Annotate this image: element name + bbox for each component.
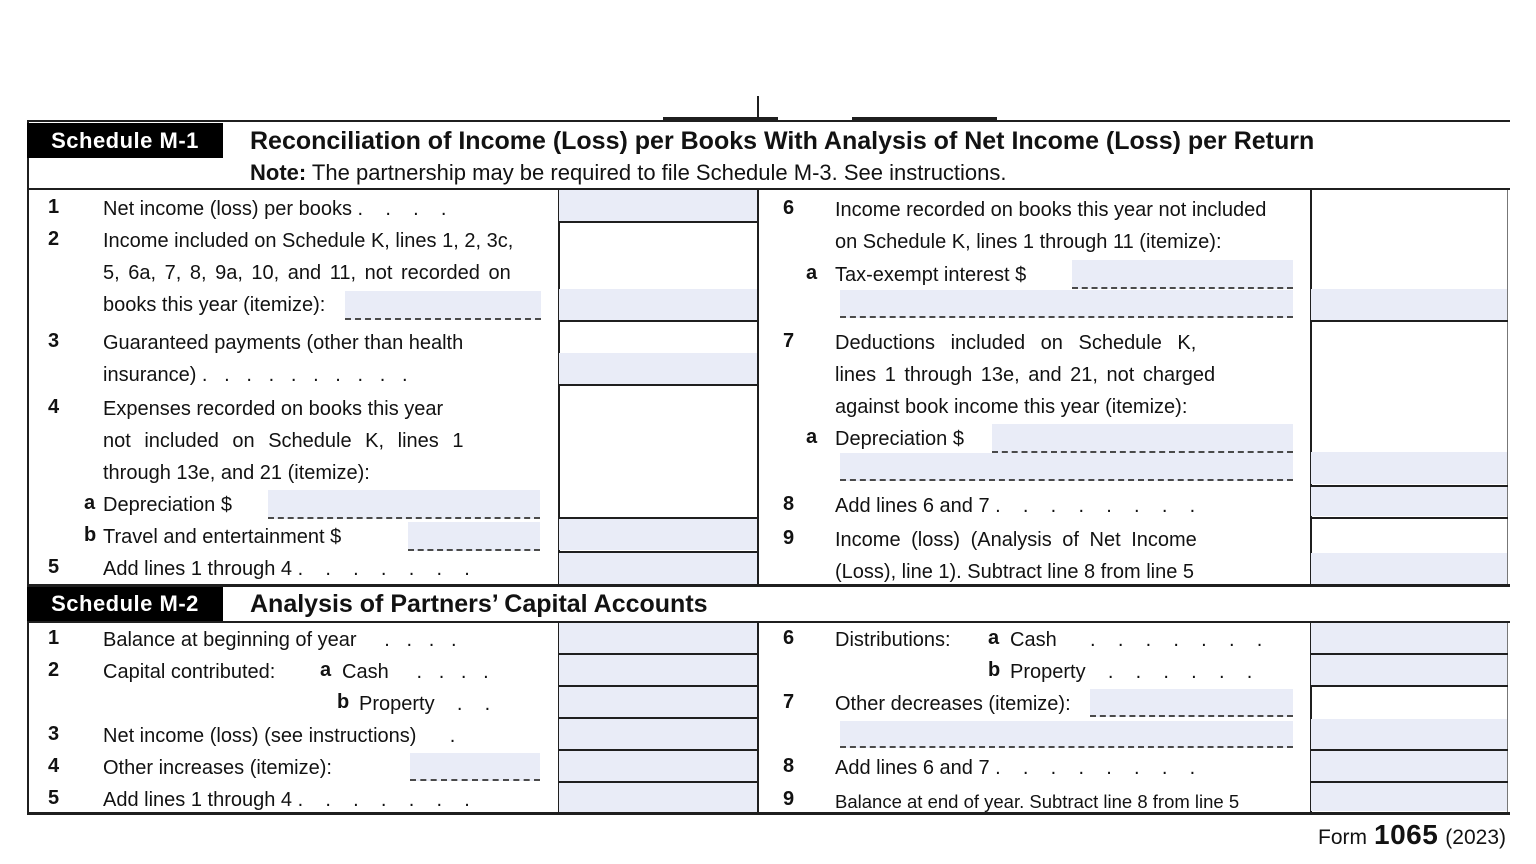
m1-line7a-depreciation-field[interactable] bbox=[992, 424, 1293, 453]
m1-line4-label-3: through 13e, and 21 (itemize): bbox=[103, 462, 370, 484]
m1-line3-label-1: Guaranteed payments (other than health bbox=[103, 332, 464, 354]
m1-line9-amount-field[interactable] bbox=[1311, 553, 1507, 584]
m2-line2-number: 2 bbox=[48, 659, 60, 681]
m1-line8-label: Add lines 6 and 7 . . . . . . . . bbox=[835, 495, 1196, 517]
m2-header-bottom-rule bbox=[27, 621, 1510, 623]
m2-line1-label: Balance at beginning of year . . . . bbox=[103, 629, 457, 651]
m1-line2-amount-field[interactable] bbox=[559, 289, 757, 320]
m2-line2a-letter: a bbox=[320, 659, 332, 681]
m2-line5-label: Add lines 1 through 4 . . . . . . . bbox=[103, 789, 470, 811]
m1-line9-label-1: Income (loss) (Analysis of Net Income bbox=[835, 529, 1197, 551]
m2-line8-label: Add lines 6 and 7 . . . . . . . . bbox=[835, 757, 1196, 779]
m1-line4b-travel-field[interactable] bbox=[408, 522, 540, 551]
m1-line6-itemize-field[interactable] bbox=[840, 290, 1293, 318]
prev-section-divider-stub bbox=[757, 96, 759, 121]
m1-line9-number: 9 bbox=[783, 527, 795, 549]
m2-line1-number: 1 bbox=[48, 627, 60, 649]
m1-line3-amount-field[interactable] bbox=[559, 353, 757, 384]
m1-line4a-label: Depreciation $ bbox=[103, 494, 232, 516]
form-left-border bbox=[27, 120, 29, 815]
m2-line7-amount-field[interactable] bbox=[1311, 719, 1507, 749]
m2-line1-amount-field[interactable] bbox=[559, 623, 757, 653]
m1-line7-label-2: lines 1 through 13e, and 21, not charged bbox=[835, 364, 1216, 386]
m1-line4-number: 4 bbox=[48, 396, 60, 418]
m1-line4-label-1: Expenses recorded on books this year bbox=[103, 398, 444, 420]
m1-line7a-letter: a bbox=[806, 426, 818, 448]
m1-line2-label-2: 5, 6a, 7, 8, 9a, 10, and 11, not recorded on bbox=[103, 262, 511, 284]
m1-line7-itemize-field[interactable] bbox=[840, 453, 1293, 481]
m1-line6a-letter: a bbox=[806, 262, 818, 284]
schedule-m1-note-label: Note: bbox=[250, 160, 307, 185]
m2-line6-number: 6 bbox=[783, 627, 795, 649]
m1-line2-label-3: books this year (itemize): bbox=[103, 294, 326, 316]
schedule-m1-note bbox=[250, 160, 1007, 186]
schedule-m1-box-label: Schedule M-1 bbox=[51, 127, 199, 153]
schedule-m2-box-label: Schedule M-2 bbox=[51, 591, 199, 616]
m2-line4-label: Other increases (itemize): bbox=[103, 757, 332, 779]
m1-right-rule-3 bbox=[1310, 517, 1508, 519]
m1-line2-label-1: Income included on Schedule K, lines 1, 2, 3c, bbox=[103, 230, 514, 252]
m2-line7-label: Other decreases (itemize): bbox=[835, 693, 1071, 715]
m2-line8-number: 8 bbox=[783, 755, 795, 777]
m2-line9-label: Balance at end of year. Subtract line 8 from line 5 bbox=[835, 791, 1240, 812]
m1-header-bottom-rule bbox=[27, 188, 1510, 190]
m1-line6-label-2: on Schedule K, lines 1 through 11 (itemize): bbox=[835, 231, 1222, 253]
m2-right-amount-col-right-border bbox=[1507, 623, 1508, 813]
m1-line4b-label: Travel and entertainment $ bbox=[103, 526, 342, 548]
m2-line2a-amount-field[interactable] bbox=[559, 655, 757, 685]
m2-line5-number: 5 bbox=[48, 787, 60, 809]
m1-line1-label: Net income (loss) per books . . . . bbox=[103, 198, 447, 220]
m2-line6a-amount-field[interactable] bbox=[1311, 623, 1507, 653]
m1-line7-number: 7 bbox=[783, 330, 795, 352]
m2-right-rule-2 bbox=[1310, 685, 1508, 687]
m1-right-rule-1 bbox=[1310, 320, 1508, 322]
m1-line2-itemize-field[interactable] bbox=[345, 291, 541, 320]
form-footer bbox=[1318, 819, 1506, 851]
m2-line2b-amount-field[interactable] bbox=[559, 687, 757, 717]
m1-right-amount-col-right-border bbox=[1507, 190, 1508, 585]
m1-line3-number: 3 bbox=[48, 330, 60, 352]
schedule-m1-note-text: The partnership may be required to file Schedule M-3. See instructions. bbox=[306, 160, 1007, 185]
m1-right-amount-col-left-border bbox=[1310, 190, 1312, 585]
prev-section-border-segment bbox=[852, 117, 997, 122]
m2-line2-label: Capital contributed: bbox=[103, 661, 276, 683]
m2-line6b-letter: b bbox=[988, 659, 1001, 681]
m2-line5-amount-field[interactable] bbox=[559, 783, 757, 812]
m2-line7-itemize-field[interactable] bbox=[1090, 689, 1293, 717]
m1-line5-number: 5 bbox=[48, 556, 60, 578]
m1-line7-amount-field[interactable] bbox=[1311, 452, 1507, 484]
m1-line2-number: 2 bbox=[48, 228, 60, 250]
m1-line6a-label: Tax-exempt interest $ bbox=[835, 264, 1027, 286]
footer-form-word: Form bbox=[1318, 826, 1367, 849]
m1-line6-label-1: Income recorded on books this year not included bbox=[835, 199, 1267, 221]
m1-center-divider bbox=[757, 190, 759, 585]
footer-form-number: 1065 bbox=[1374, 819, 1439, 850]
schedule-m2-title: Analysis of Partners’ Capital Accounts bbox=[250, 590, 708, 618]
m2-line2b-label: Property . . bbox=[359, 693, 491, 715]
m1-line4a-letter: a bbox=[84, 492, 96, 514]
m1-line4b-letter: b bbox=[84, 524, 97, 546]
m1-line6-number: 6 bbox=[783, 197, 795, 219]
m1-line4-label-2: not included on Schedule K, lines 1 bbox=[103, 430, 464, 452]
m1-left-rule-3 bbox=[558, 384, 758, 386]
footer-form-year: (2023) bbox=[1445, 826, 1506, 849]
m2-line4-number: 4 bbox=[48, 755, 60, 777]
m2-line4-itemize-field[interactable] bbox=[410, 753, 540, 781]
m1-line6-amount-field[interactable] bbox=[1311, 289, 1507, 320]
m2-line6b-label: Property . . . . . . bbox=[1010, 661, 1253, 683]
m2-line6a-letter: a bbox=[988, 627, 1000, 649]
m1-line5-amount-field[interactable] bbox=[559, 553, 757, 584]
m2-line8-amount-field[interactable] bbox=[1311, 751, 1507, 781]
schedule-m1-box bbox=[27, 123, 223, 158]
m2-line6b-amount-field[interactable] bbox=[1311, 655, 1507, 685]
prev-section-border-segment bbox=[663, 117, 778, 122]
m2-line3-label: Net income (loss) (see instructions) . bbox=[103, 725, 456, 747]
m2-line9-number: 9 bbox=[783, 788, 795, 810]
m2-line6a-label: Cash . . . . . . . bbox=[1010, 629, 1263, 651]
m2-line2a-label: Cash . . . . bbox=[342, 661, 489, 683]
m1-line3-label-2: insurance) . . . . . . . . . . bbox=[103, 364, 408, 386]
m1-left-rule-2 bbox=[558, 320, 758, 322]
m1-line1-amount-field[interactable] bbox=[559, 190, 757, 221]
schedule-m2-box bbox=[27, 587, 223, 621]
m1-line4a-depreciation-field[interactable] bbox=[268, 490, 540, 519]
m1-line6a-tax-exempt-field[interactable] bbox=[1072, 260, 1293, 289]
m1-line7-label-3: against book income this year (itemize): bbox=[835, 396, 1188, 418]
m2-line3-amount-field[interactable] bbox=[559, 719, 757, 749]
m1-line7a-label: Depreciation $ bbox=[835, 428, 964, 450]
m2-line6-label: Distributions: bbox=[835, 629, 951, 651]
m2-line7-number: 7 bbox=[783, 691, 795, 713]
m1-line8-amount-field[interactable] bbox=[1311, 487, 1507, 516]
m2-line4-amount-field[interactable] bbox=[559, 751, 757, 781]
m2-line7-itemize-field-2[interactable] bbox=[840, 721, 1293, 748]
schedule-m1-title: Reconciliation of Income (Loss) per Books With Analysis of Net Income (Loss) per Return bbox=[250, 127, 1315, 155]
m1-line5-label: Add lines 1 through 4 . . . . . . . bbox=[103, 558, 470, 580]
m2-line3-number: 3 bbox=[48, 723, 60, 745]
m1-left-rule-1 bbox=[558, 221, 758, 223]
m2-line9-amount-field[interactable] bbox=[1311, 783, 1507, 811]
m1-line1-number: 1 bbox=[48, 196, 60, 218]
m2-header-top-rule bbox=[27, 584, 1510, 587]
m1-line8-number: 8 bbox=[783, 493, 795, 515]
m1-line9-label-2: (Loss), line 1). Subtract line 8 from line 5 bbox=[835, 561, 1195, 583]
m1-line4-amount-field[interactable] bbox=[559, 519, 757, 550]
m1-line7-label-1: Deductions included on Schedule K, bbox=[835, 332, 1197, 354]
m2-line2b-letter: b bbox=[337, 691, 350, 713]
